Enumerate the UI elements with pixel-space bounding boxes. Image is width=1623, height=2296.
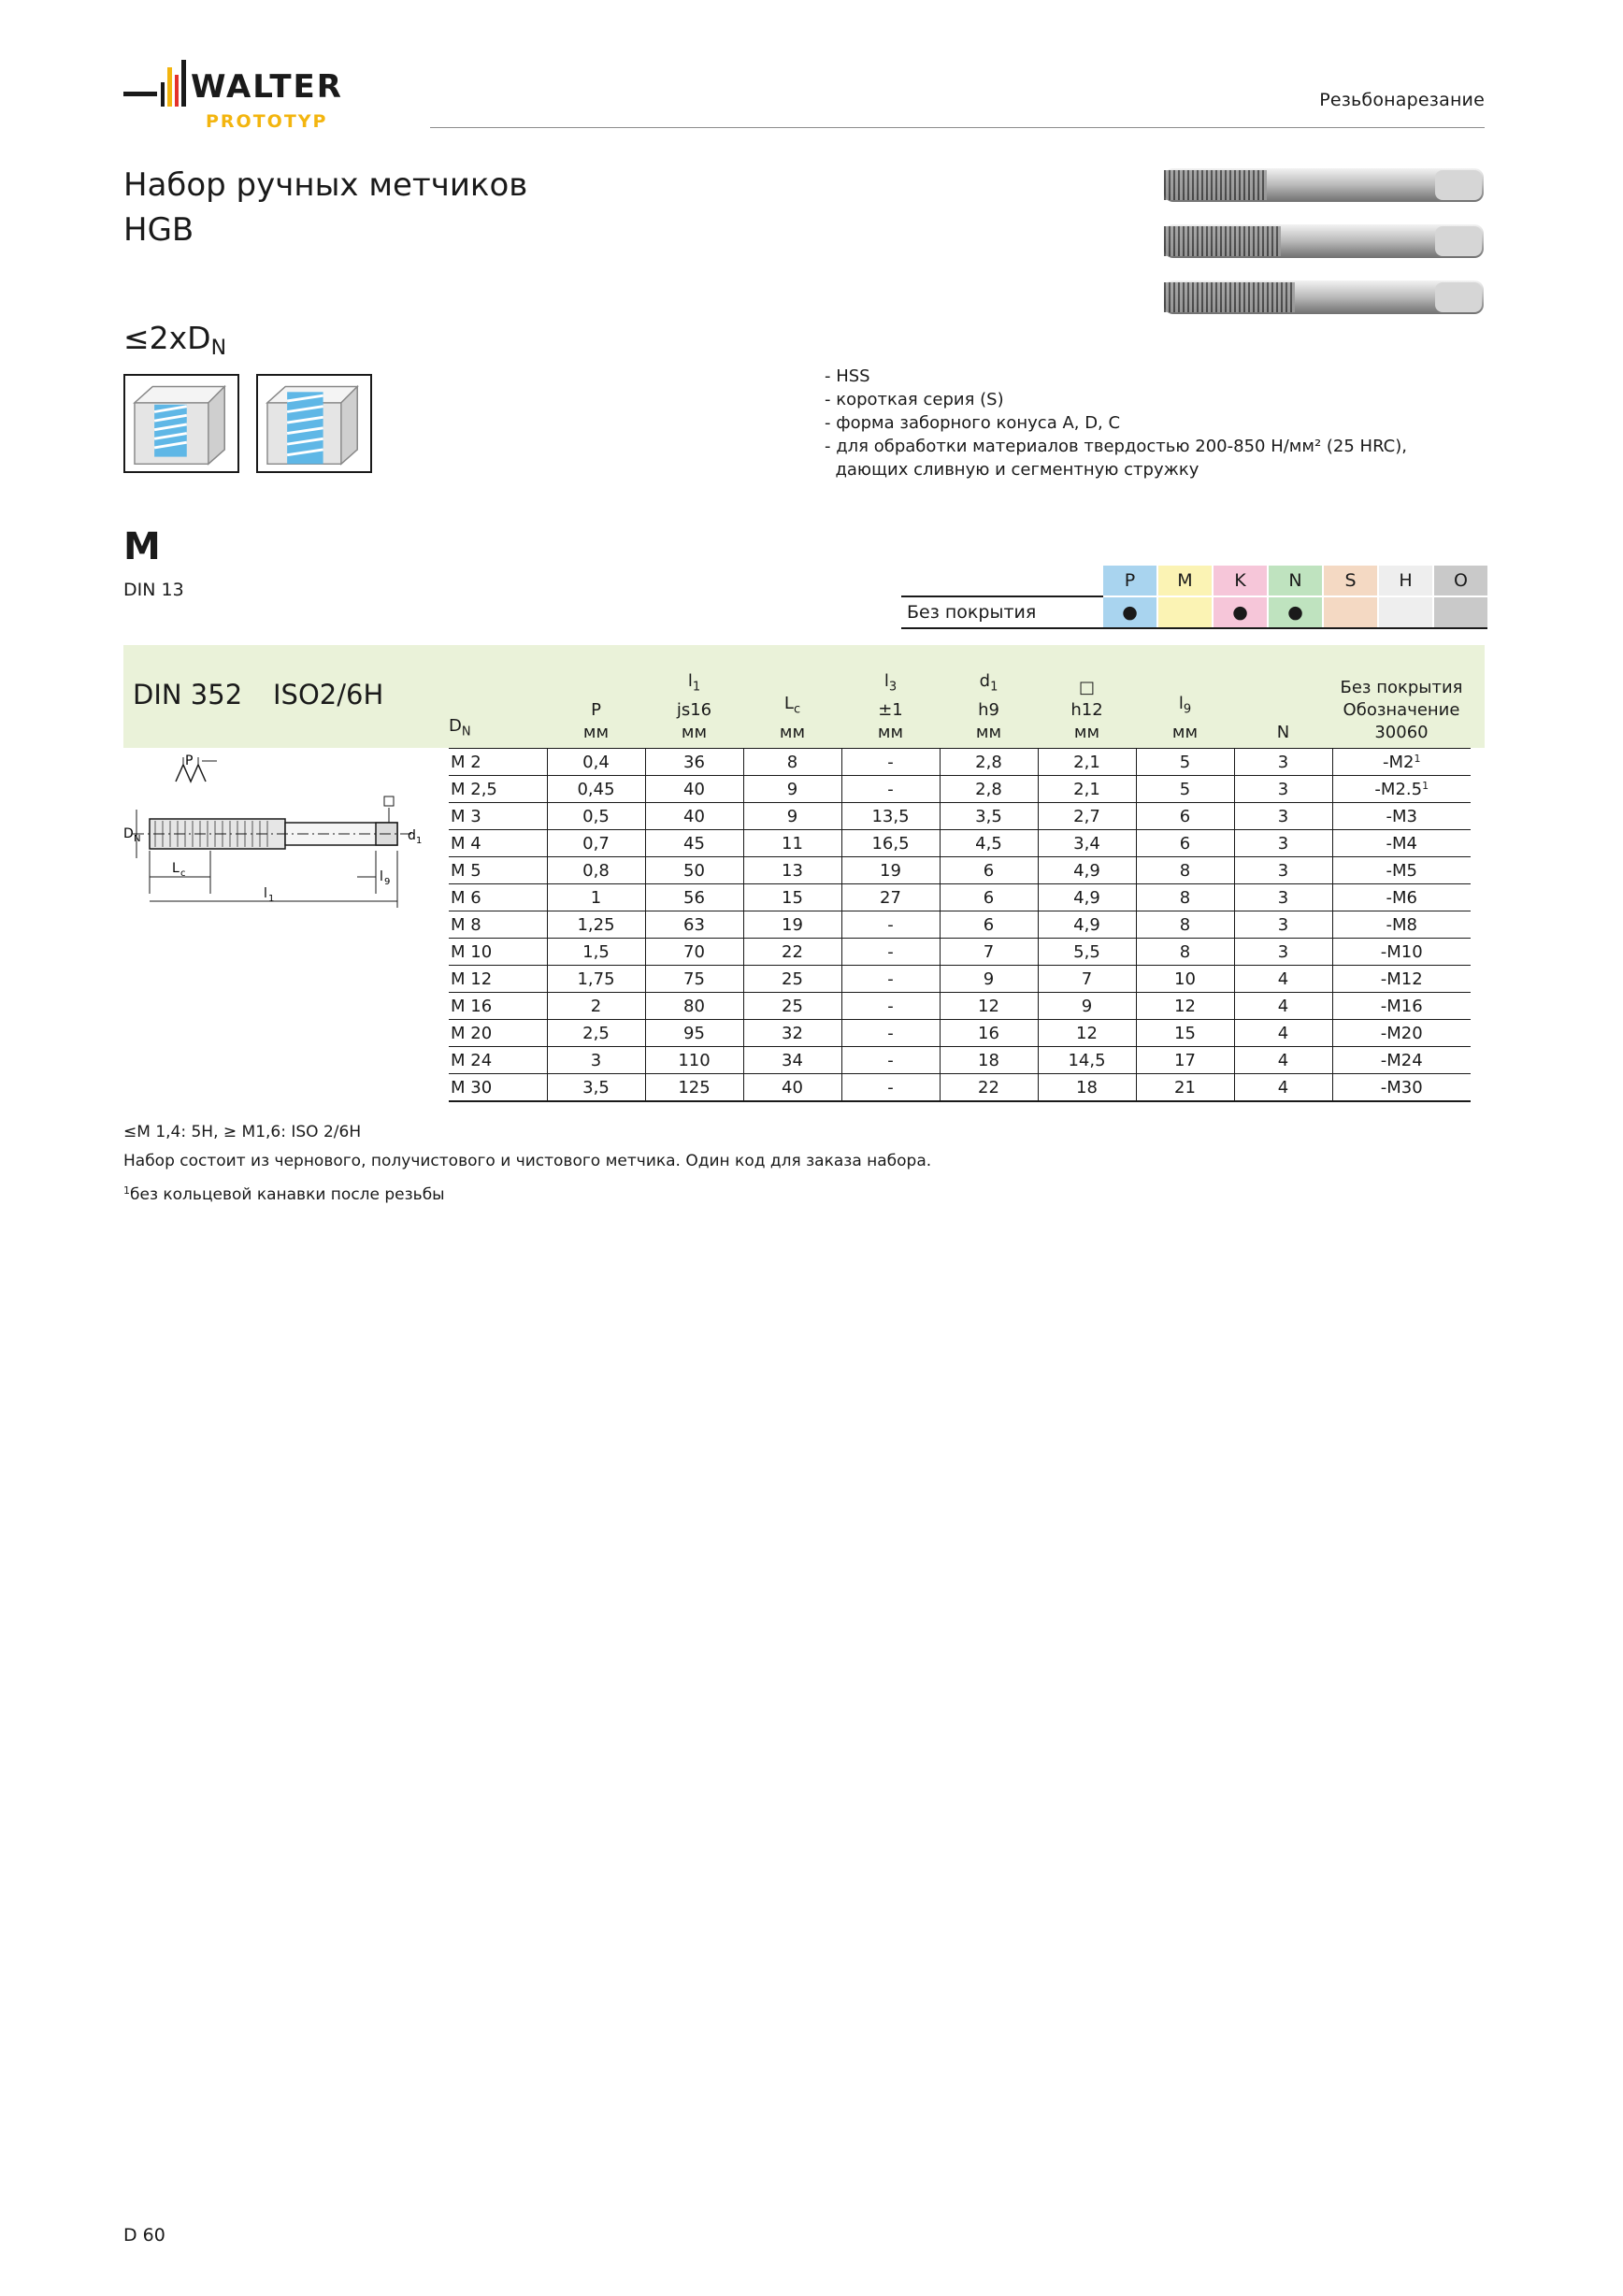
material-code-h: H	[1378, 566, 1433, 596]
cell-dn: M 2	[449, 749, 547, 776]
product-title-line2: HGB	[123, 211, 194, 249]
product-title	[123, 163, 527, 252]
cell-sq: 7	[1038, 966, 1136, 993]
table-row	[449, 884, 1471, 911]
material-dot-s	[1323, 596, 1378, 628]
through-hole-icon	[256, 374, 372, 473]
cell-p: 3,5	[547, 1074, 645, 1102]
cell-l3: -	[841, 939, 940, 966]
cell-l1: 50	[645, 857, 743, 884]
cell-l3: -	[841, 966, 940, 993]
tap-dimension-drawing	[123, 753, 446, 917]
cell-n: 4	[1234, 1020, 1332, 1047]
cell-des: -M24	[1332, 1047, 1471, 1074]
cell-p: 0,8	[547, 857, 645, 884]
table-row	[449, 939, 1471, 966]
cell-l3: -	[841, 993, 940, 1020]
brand-text: WALTER	[191, 68, 343, 106]
note-tolerance: ≤M 1,4: 5H, ≥ M1,6: ISO 2/6H	[123, 1123, 362, 1141]
cell-sq: 2,1	[1038, 749, 1136, 776]
cell-l3: 27	[841, 884, 940, 911]
cell-l3: 16,5	[841, 830, 940, 857]
cell-lc: 8	[743, 749, 841, 776]
col-designation: Без покрытия Обозначение 30060	[1340, 678, 1463, 742]
cell-des: -M16	[1332, 993, 1471, 1020]
col-lc: $L_c$ мм	[779, 694, 806, 742]
product-title-line1: Набор ручных метчиков	[123, 166, 528, 204]
cell-sq: 5,5	[1038, 939, 1136, 966]
dn-sub-label: N	[134, 834, 141, 844]
cell-n: 4	[1234, 966, 1332, 993]
cell-n: 4	[1234, 1074, 1332, 1102]
cell-lc: 13	[743, 857, 841, 884]
cell-des: -M12	[1332, 966, 1471, 993]
cell-des: -M20	[1332, 1020, 1471, 1047]
cell-l3: -	[841, 749, 940, 776]
material-dot-h	[1378, 596, 1433, 628]
cell-n: 3	[1234, 911, 1332, 939]
table-row	[449, 911, 1471, 939]
cell-dn: M 3	[449, 803, 547, 830]
material-code-o: O	[1433, 566, 1487, 596]
cell-lc: 9	[743, 776, 841, 803]
cell-d1: 7	[940, 939, 1038, 966]
walter-prototyp-logo	[123, 58, 404, 133]
cell-lc: 22	[743, 939, 841, 966]
cell-sq: 4,9	[1038, 911, 1136, 939]
cell-d1: 12	[940, 993, 1038, 1020]
cell-n: 3	[1234, 803, 1332, 830]
material-code-k: K	[1213, 566, 1268, 596]
d1-label: d	[408, 828, 416, 843]
cell-des: -M2$^1$	[1332, 749, 1471, 776]
cell-lc: 9	[743, 803, 841, 830]
cell-d1: 16	[940, 1020, 1038, 1047]
cell-lc: 40	[743, 1074, 841, 1102]
feature-item: - короткая серия (S)	[825, 390, 1004, 409]
note-set-composition: Набор состоит из чернового, получистового и чистового метчика. Один код для заказа набора.	[123, 1152, 932, 1170]
table-row	[449, 749, 1471, 776]
l9-sub-label: 9	[384, 877, 391, 887]
dn-label: D	[123, 826, 134, 841]
table-row	[449, 1047, 1471, 1074]
cell-l9: 15	[1136, 1020, 1234, 1047]
cell-dn: M 30	[449, 1074, 547, 1102]
col-l3: $l_3$ ±1 мм	[877, 671, 904, 742]
tolerance-class: ISO2/6H	[273, 679, 384, 710]
depth-prefix: ≤2xD	[123, 320, 211, 356]
cell-p: 0,7	[547, 830, 645, 857]
cell-n: 3	[1234, 857, 1332, 884]
cell-l1: 70	[645, 939, 743, 966]
cell-dn: M 4	[449, 830, 547, 857]
depth-sub: N	[210, 337, 227, 360]
cell-p: 1,25	[547, 911, 645, 939]
material-group-table	[901, 566, 1487, 629]
feature-item: - HSS	[825, 366, 870, 386]
cell-l3: 13,5	[841, 803, 940, 830]
cell-dn: M 5	[449, 857, 547, 884]
cell-dn: M 10	[449, 939, 547, 966]
material-code-n: N	[1268, 566, 1323, 596]
cell-l1: 40	[645, 776, 743, 803]
cell-l1: 80	[645, 993, 743, 1020]
cell-sq: 14,5	[1038, 1047, 1136, 1074]
cell-lc: 32	[743, 1020, 841, 1047]
cell-des: -M10	[1332, 939, 1471, 966]
cell-l3: -	[841, 1074, 940, 1102]
lc-label: L	[172, 861, 180, 876]
cell-des: -M4	[1332, 830, 1471, 857]
cell-dn: M 20	[449, 1020, 547, 1047]
cell-l9: 8	[1136, 857, 1234, 884]
col-l1: $l_1$ js16 мм	[676, 671, 712, 742]
cell-sq: 18	[1038, 1074, 1136, 1102]
cell-l9: 21	[1136, 1074, 1234, 1102]
material-code-p: P	[1102, 566, 1157, 596]
feature-item: дающих сливную и сегментную стружку	[825, 460, 1199, 480]
cell-d1: 6	[940, 857, 1038, 884]
cell-lc: 11	[743, 830, 841, 857]
cell-l1: 110	[645, 1047, 743, 1074]
cell-des: -M5	[1332, 857, 1471, 884]
cell-n: 4	[1234, 1047, 1332, 1074]
cell-l1: 95	[645, 1020, 743, 1047]
cell-l3: -	[841, 1047, 940, 1074]
cell-n: 4	[1234, 993, 1332, 1020]
cell-sq: 2,1	[1038, 776, 1136, 803]
pitch-label: P	[185, 753, 194, 768]
cell-dn: M 6	[449, 884, 547, 911]
cell-d1: 2,8	[940, 776, 1038, 803]
blind-hole-icon	[123, 374, 239, 473]
cell-n: 3	[1234, 749, 1332, 776]
footnote: $^1$без кольцевой канавки после резьбы	[123, 1184, 445, 1204]
cell-l9: 10	[1136, 966, 1234, 993]
material-dot-p: ●	[1102, 596, 1157, 628]
cell-sq: 3,4	[1038, 830, 1136, 857]
cell-d1: 9	[940, 966, 1038, 993]
col-square: □ h12 мм	[1070, 678, 1103, 742]
table-row	[449, 830, 1471, 857]
section-title: Резьбонарезание	[1319, 90, 1485, 110]
cell-sq: 9	[1038, 993, 1136, 1020]
cell-dn: M 8	[449, 911, 547, 939]
cell-l1: 63	[645, 911, 743, 939]
cell-dn: M 12	[449, 966, 547, 993]
feature-item: - для обработки материалов твердостью 200-850 Н/мм² (25 HRC),	[825, 437, 1407, 456]
thread-depth-label	[123, 320, 226, 360]
l1-label: l	[264, 886, 267, 901]
table-notes	[123, 1118, 931, 1210]
table-row	[449, 803, 1471, 830]
material-dot-n: ●	[1268, 596, 1323, 628]
table-row	[449, 776, 1471, 803]
col-dn: $D_N$	[449, 716, 471, 739]
cell-n: 3	[1234, 884, 1332, 911]
l9-label: l	[380, 869, 383, 884]
table-row	[449, 966, 1471, 993]
d1-sub-label: 1	[416, 836, 423, 846]
cell-des: -M2.5$^1$	[1332, 776, 1471, 803]
page-number: D 60	[123, 2225, 165, 2246]
cell-p: 0,5	[547, 803, 645, 830]
material-code-m: M	[1157, 566, 1213, 596]
cell-l3: -	[841, 776, 940, 803]
cell-l9: 6	[1136, 830, 1234, 857]
thread-profile: M	[123, 525, 161, 568]
thread-standard: DIN 13	[123, 580, 184, 600]
cell-l9: 6	[1136, 803, 1234, 830]
cell-d1: 2,8	[940, 749, 1038, 776]
feature-list	[825, 365, 1407, 481]
cell-p: 1,75	[547, 966, 645, 993]
cell-lc: 25	[743, 993, 841, 1020]
cell-d1: 3,5	[940, 803, 1038, 830]
tap-set-photo	[1164, 159, 1484, 325]
cell-n: 3	[1234, 939, 1332, 966]
cell-lc: 25	[743, 966, 841, 993]
cell-dn: M 24	[449, 1047, 547, 1074]
cell-sq: 2,7	[1038, 803, 1136, 830]
cell-lc: 19	[743, 911, 841, 939]
cell-d1: 4,5	[940, 830, 1038, 857]
col-l9: $l_9$ мм	[1171, 694, 1199, 742]
cell-des: -M8	[1332, 911, 1471, 939]
cell-p: 2	[547, 993, 645, 1020]
cell-l1: 56	[645, 884, 743, 911]
material-dot-m	[1157, 596, 1213, 628]
cell-l3: -	[841, 911, 940, 939]
cell-p: 3	[547, 1047, 645, 1074]
cell-l9: 17	[1136, 1047, 1234, 1074]
cell-p: 0,4	[547, 749, 645, 776]
cell-d1: 6	[940, 911, 1038, 939]
table-row	[449, 993, 1471, 1020]
cell-dn: M 2,5	[449, 776, 547, 803]
cell-l1: 36	[645, 749, 743, 776]
cell-sq: 12	[1038, 1020, 1136, 1047]
table-row	[449, 857, 1471, 884]
cell-l1: 40	[645, 803, 743, 830]
feature-item: - форма заборного конуса A, D, C	[825, 413, 1121, 433]
cell-p: 0,45	[547, 776, 645, 803]
cell-d1: 18	[940, 1047, 1038, 1074]
cell-lc: 34	[743, 1047, 841, 1074]
cell-d1: 6	[940, 884, 1038, 911]
cell-l3: 19	[841, 857, 940, 884]
cell-n: 3	[1234, 776, 1332, 803]
cell-l1: 45	[645, 830, 743, 857]
header-divider	[430, 127, 1485, 128]
cell-d1: 22	[940, 1074, 1038, 1102]
col-d1: $d_1$ h9 мм	[975, 671, 1002, 742]
tap-standard: DIN 352	[133, 679, 243, 710]
cell-l9: 12	[1136, 993, 1234, 1020]
cell-n: 3	[1234, 830, 1332, 857]
cell-l9: 5	[1136, 776, 1234, 803]
cell-dn: M 16	[449, 993, 547, 1020]
cell-l1: 125	[645, 1074, 743, 1102]
material-code-s: S	[1323, 566, 1378, 596]
cell-l1: 75	[645, 966, 743, 993]
cell-p: 2,5	[547, 1020, 645, 1047]
coating-label: Без покрытия	[901, 596, 1102, 628]
table-row	[449, 1020, 1471, 1047]
cell-l3: -	[841, 1020, 940, 1047]
material-dot-o	[1433, 596, 1487, 628]
cell-des: -M30	[1332, 1074, 1471, 1102]
cell-l9: 8	[1136, 939, 1234, 966]
cell-lc: 15	[743, 884, 841, 911]
lc-sub-label: c	[180, 868, 186, 879]
l1-sub-label: 1	[268, 894, 275, 904]
cell-p: 1	[547, 884, 645, 911]
cell-l9: 5	[1136, 749, 1234, 776]
dimensions-table	[449, 653, 1471, 1102]
cell-des: -M6	[1332, 884, 1471, 911]
col-n: N	[1276, 723, 1290, 742]
cell-l9: 8	[1136, 884, 1234, 911]
cell-sq: 4,9	[1038, 884, 1136, 911]
material-header-blank	[901, 566, 1102, 596]
brand-sub-text: PROTOTYP	[206, 111, 328, 132]
col-p: P мм	[582, 700, 610, 742]
cell-sq: 4,9	[1038, 857, 1136, 884]
cell-l9: 8	[1136, 911, 1234, 939]
cell-des: -M3	[1332, 803, 1471, 830]
cell-p: 1,5	[547, 939, 645, 966]
table-row	[449, 1074, 1471, 1102]
material-dot-k: ●	[1213, 596, 1268, 628]
